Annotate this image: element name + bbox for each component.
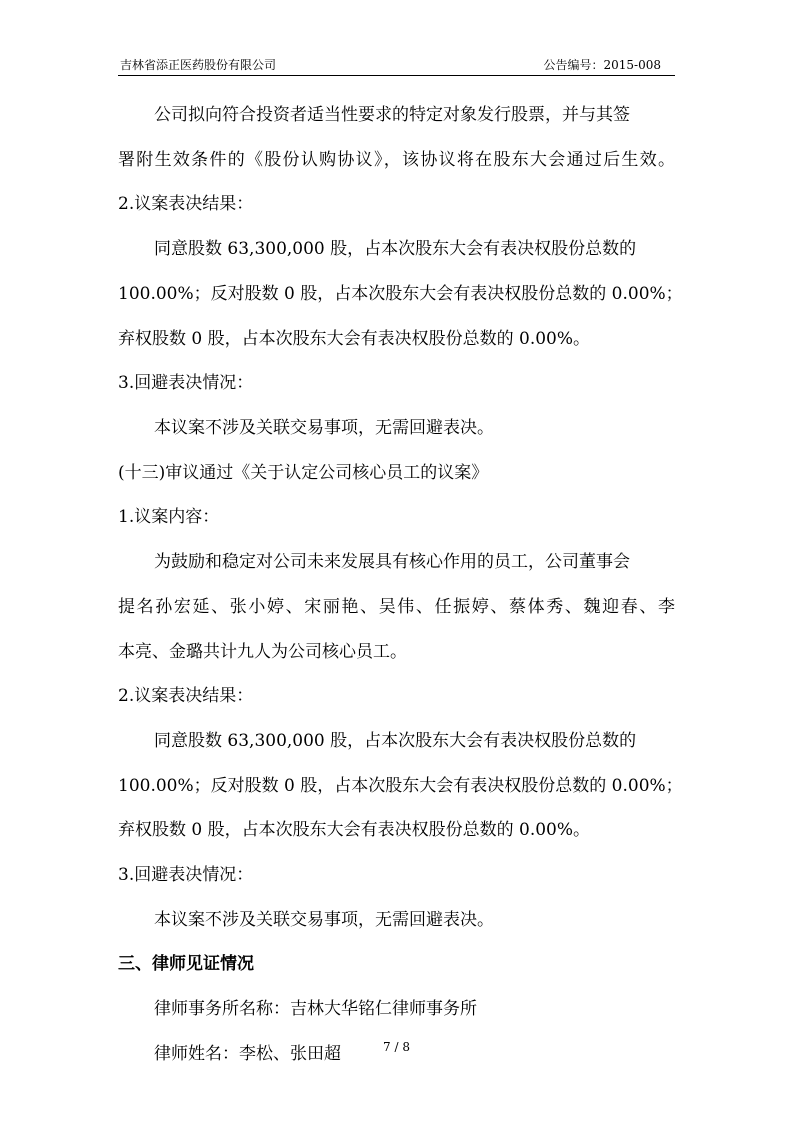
paragraph-line: 律师事务所名称：吉林大华铭仁律师事务所 xyxy=(154,999,477,1019)
paragraph-line: 本议案不涉及关联交易事项，无需回避表决。 xyxy=(154,418,494,438)
paragraph-line: 弃权股数 0 股，占本次股东大会有表决权股份总数的 0.00%。 xyxy=(118,329,591,349)
paragraph-line: 100.00%；反对股数 0 股，占本次股东大会有表决权股份总数的 0.00%； xyxy=(118,776,683,796)
paragraph-line: 本议案不涉及关联交易事项，无需回避表决。 xyxy=(154,910,494,930)
paragraph-line: 同意股数 63,300,000 股，占本次股东大会有表决权股份总数的 xyxy=(154,239,637,259)
section-label: 2.议案表决结果： xyxy=(118,194,254,214)
resolution-heading: (十三)审议通过《关于认定公司核心员工的议案》 xyxy=(118,463,489,483)
section-label: 3.回避表决情况： xyxy=(118,373,254,393)
company-name: 吉林省添正医药股份有限公司 xyxy=(120,58,277,72)
section-label: 1.议案内容： xyxy=(118,507,220,527)
section-heading: 三、律师见证情况 xyxy=(118,954,254,974)
paragraph-line: 公司拟向符合投资者适当性要求的特定对象发行股票，并与其签 xyxy=(154,105,630,125)
paragraph-line: 律师姓名：李松、张田超 xyxy=(154,1044,341,1064)
page-number: 7 / 8 xyxy=(383,1040,410,1054)
section-label: 3.回避表决情况： xyxy=(118,865,254,885)
paragraph-line: 100.00%；反对股数 0 股，占本次股东大会有表决权股份总数的 0.00%； xyxy=(118,284,683,304)
paragraph-line: 同意股数 63,300,000 股，占本次股东大会有表决权股份总数的 xyxy=(154,731,637,751)
paragraph-line: 本亮、金璐共计九人为公司核心员工。 xyxy=(118,642,407,662)
page-header xyxy=(118,58,675,76)
section-label: 2.议案表决结果： xyxy=(118,686,254,706)
paragraph-line: 为鼓励和稳定对公司未来发展具有核心作用的员工，公司董事会 xyxy=(154,552,630,572)
notice-number: 公告编号：2015-008 xyxy=(543,58,661,72)
paragraph-line: 弃权股数 0 股，占本次股东大会有表决权股份总数的 0.00%。 xyxy=(118,820,591,840)
paragraph-line: 提名孙宏延、张小婷、宋丽艳、吴伟、任振婷、蔡体秀、魏迎春、李 xyxy=(118,597,675,617)
paragraph-line: 署附生效条件的《股份认购协议》，该协议将在股东大会通过后生效。 xyxy=(118,150,675,170)
